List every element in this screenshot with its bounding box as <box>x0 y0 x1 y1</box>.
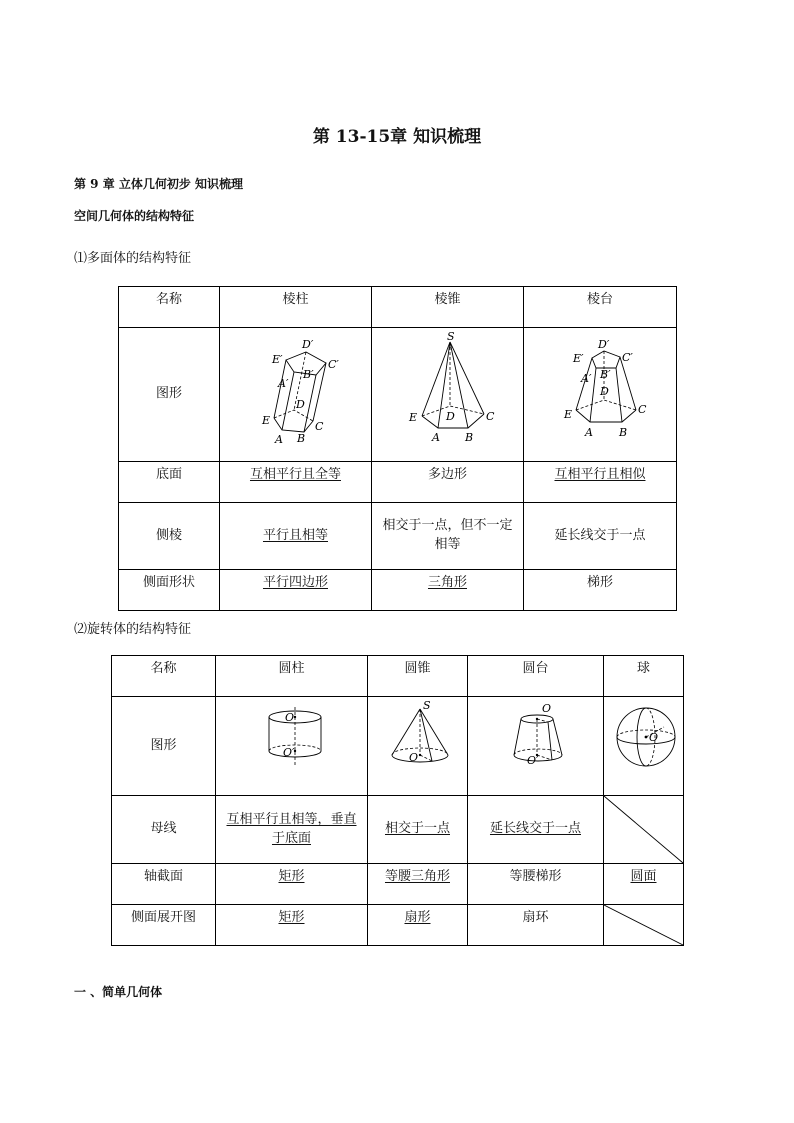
table-row <box>112 864 684 905</box>
row-label: 侧面展开图 <box>112 905 216 946</box>
pyramid-figure <box>372 328 524 462</box>
frustum-label: D <box>600 385 609 398</box>
table-row <box>119 328 677 462</box>
frustum-cone-label: O′ <box>527 754 539 767</box>
polyhedra-heading: ⑴多面体的结构特征 <box>74 251 192 266</box>
frustum-cone-figure <box>468 697 604 796</box>
frustum-label: B′ <box>600 368 611 381</box>
empty-cell <box>604 796 684 864</box>
cell-text: 矩形 <box>278 910 305 925</box>
revolution-table <box>111 655 684 946</box>
cell-text: 互相平行且相等，垂直于底面 <box>226 811 357 846</box>
header-cell: 名称 <box>119 287 220 328</box>
prism-label: B <box>297 432 306 445</box>
row-label: 母线 <box>112 796 216 864</box>
header-cell: 圆柱 <box>216 656 368 697</box>
prism-label: E′ <box>272 353 283 366</box>
frustum-label: B <box>619 426 628 439</box>
frustum-label: E <box>564 408 573 421</box>
cell-text: 互相平行且全等 <box>249 467 341 482</box>
cell-text: 三角形 <box>427 575 467 590</box>
cylinder-figure <box>216 697 368 796</box>
cell-text: 延长线交于一点 <box>554 527 646 543</box>
prism-label: D′ <box>302 338 314 351</box>
frustum-label: C′ <box>622 351 633 364</box>
pyramid-label: A <box>432 431 440 444</box>
pyramid-label: B <box>465 431 474 444</box>
table-row <box>112 796 684 864</box>
frustum-label: A <box>585 426 593 439</box>
table-row <box>119 462 677 503</box>
cell-text: 圆面 <box>630 869 657 884</box>
pyramid-label: C <box>486 410 495 423</box>
frustum-label: D′ <box>598 338 610 351</box>
cell-text: 平行且相等 <box>262 527 328 543</box>
pyramid-label: D <box>446 410 455 423</box>
cell-text: 矩形 <box>278 869 305 884</box>
cell-text: 相交于一点，但不一定相等 <box>382 518 513 552</box>
cylinder-label: O <box>285 711 295 724</box>
chapter-heading: 第 9 章 立体几何初步 知识梳理 <box>74 177 244 191</box>
sphere-figure <box>604 697 684 796</box>
table-row <box>112 656 684 697</box>
pyramid-label: S <box>447 330 455 343</box>
cell-text: 扇环 <box>522 910 549 925</box>
cell-text: 多边形 <box>427 467 467 482</box>
row-label: 图形 <box>119 328 220 462</box>
header-cell: 棱柱 <box>220 287 372 328</box>
prism-label: C′ <box>328 358 339 371</box>
cell-text: 互相平行且相似 <box>554 467 646 482</box>
frustum-figure <box>524 328 677 462</box>
row-label: 侧棱 <box>119 503 220 570</box>
header-cell: 球 <box>604 656 684 697</box>
header-cell: 棱台 <box>524 287 677 328</box>
cell-text: 梯形 <box>586 575 613 590</box>
section-heading: 空间几何体的结构特征 <box>74 209 195 223</box>
cone-label: S <box>423 699 431 712</box>
frustum-label: C <box>638 403 647 416</box>
frustum-label: A′ <box>581 372 592 385</box>
cone-figure <box>368 697 468 796</box>
table-row <box>112 905 684 946</box>
row-label: 底面 <box>119 462 220 503</box>
polyhedra-table <box>118 286 677 611</box>
table-row <box>119 503 677 570</box>
header-cell: 圆锥 <box>368 656 468 697</box>
prism-label: A′ <box>278 377 289 390</box>
cell-text: 扇形 <box>404 910 431 925</box>
prism-label: A <box>275 433 283 446</box>
row-label: 轴截面 <box>112 864 216 905</box>
cylinder-label: O′ <box>283 746 295 759</box>
frustum-cone-label: O <box>542 702 552 715</box>
table-row <box>119 570 677 611</box>
cell-text: 等腰梯形 <box>509 869 562 884</box>
table-row <box>119 287 677 328</box>
cell-text: 平行四边形 <box>262 575 328 590</box>
row-label: 图形 <box>112 697 216 796</box>
pyramid-label: E <box>409 411 418 424</box>
sphere-label: O <box>649 731 659 744</box>
simple-solids-heading: 一 、简单几何体 <box>74 985 163 999</box>
header-cell: 名称 <box>112 656 216 697</box>
table-row <box>112 697 684 796</box>
prism-label: B′ <box>303 368 314 381</box>
header-cell: 圆台 <box>468 656 604 697</box>
frustum-label: E′ <box>573 352 584 365</box>
cone-label: O <box>409 751 419 764</box>
page-title: 第 13-15章 知识梳理 <box>312 127 482 147</box>
prism-figure <box>220 328 372 462</box>
row-label: 侧面形状 <box>119 570 220 611</box>
prism-label: C <box>315 420 324 433</box>
prism-label: E <box>262 414 271 427</box>
cell-text: 等腰三角形 <box>384 869 450 884</box>
header-cell: 棱锥 <box>372 287 524 328</box>
prism-label: D <box>296 398 305 411</box>
revolution-heading: ⑵旋转体的结构特征 <box>74 622 192 637</box>
cell-text: 延长线交于一点 <box>489 821 581 837</box>
cell-text: 相交于一点 <box>384 821 450 837</box>
empty-cell <box>604 905 684 946</box>
